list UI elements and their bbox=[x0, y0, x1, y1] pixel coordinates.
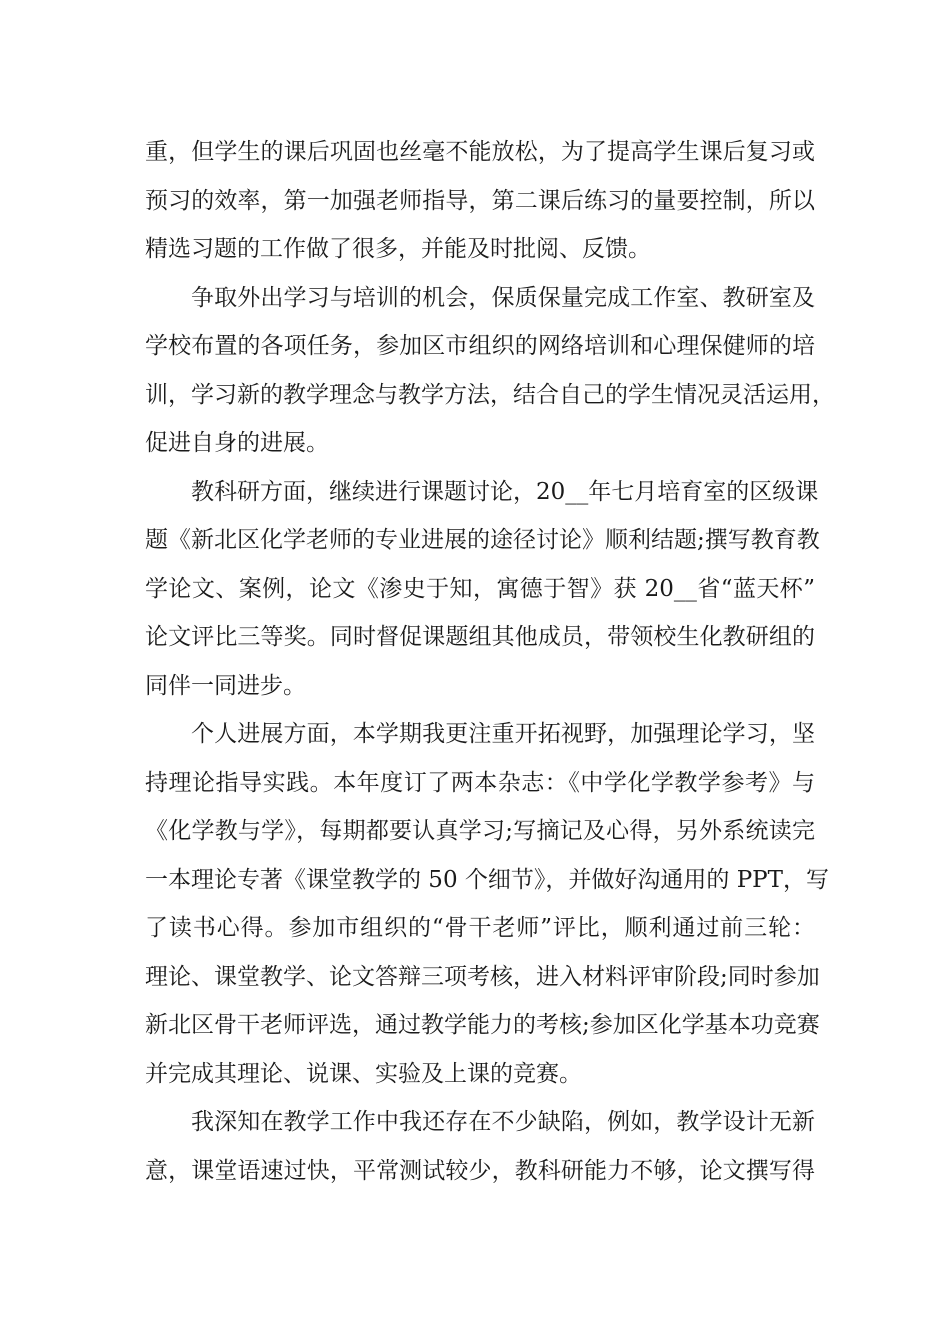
text-line: 并完成其理论、说课、实验及上课的竞赛。 bbox=[145, 1060, 582, 1087]
text-line: 预习的效率，第一加强老师指导，第二课后练习的量要控制，所以 bbox=[145, 187, 815, 214]
text-line: 争取外出学习与培训的机会，保质保量完成工作室、教研室及 bbox=[191, 284, 815, 311]
document-body bbox=[145, 128, 835, 1195]
text-line: 学校布置的各项任务，参加区市组织的网络培训和心理保健师的培 bbox=[145, 333, 815, 359]
text-line: 训，学习新的教学理念与教学方法，结合自己的学生情况灵活运用， bbox=[145, 381, 835, 408]
paragraph bbox=[145, 1098, 815, 1195]
text-line: 教科研方面，继续进行课题讨论，20__年七月培育室的区级课 bbox=[191, 478, 819, 505]
paragraph bbox=[145, 710, 829, 1098]
text-line: 个人进展方面，本学期我更注重开拓视野，加强理论学习，坚 bbox=[191, 721, 815, 747]
text-line: 了读书心得。参加市组织的“骨干老师”评比，顺利通过前三轮： bbox=[145, 915, 815, 941]
paragraph bbox=[145, 274, 835, 468]
text-line: 一本理论专著《课堂教学的 50 个细节》，并做好沟通用的 PPT，写 bbox=[145, 866, 829, 893]
paragraph bbox=[145, 128, 815, 274]
text-line: 学论文、案例，论文《渗史于知，寓德于智》获 20__省“蓝天杯” bbox=[145, 575, 815, 602]
text-line: 《化学教与学》，每期都要认真学习;写摘记及心得，另外系统读完 bbox=[145, 818, 815, 844]
text-line: 题《新北区化学老师的专业进展的途径讨论》顺利结题;撰写教育教 bbox=[145, 527, 820, 553]
text-line: 意，课堂语速过快，平常测试较少，教科研能力不够，论文撰写得 bbox=[145, 1157, 815, 1184]
text-line: 重，但学生的课后巩固也丝毫不能放松，为了提高学生课后复习或 bbox=[145, 139, 815, 165]
text-line: 理论、课堂教学、论文答辩三项考核，进入材料评审阶段;同时参加 bbox=[145, 963, 820, 990]
text-line: 论文评比三等奖。同时督促课题组其他成员，带领校生化教研组的 bbox=[145, 624, 815, 650]
paragraph bbox=[145, 468, 820, 711]
text-line: 同伴一同进步。 bbox=[145, 672, 306, 699]
text-line: 促进自身的进展。 bbox=[145, 430, 329, 456]
text-line: 精选习题的工作做了很多，并能及时批阅、反馈。 bbox=[145, 236, 651, 262]
text-line: 我深知在教学工作中我还存在不少缺陷，例如，教学设计无新 bbox=[191, 1109, 815, 1135]
text-line: 持理论指导实践。本年度订了两本杂志：《中学化学教学参考》与 bbox=[145, 769, 815, 796]
text-line: 新北区骨干老师评选，通过教学能力的考核;参加区化学基本功竞赛 bbox=[145, 1012, 820, 1038]
